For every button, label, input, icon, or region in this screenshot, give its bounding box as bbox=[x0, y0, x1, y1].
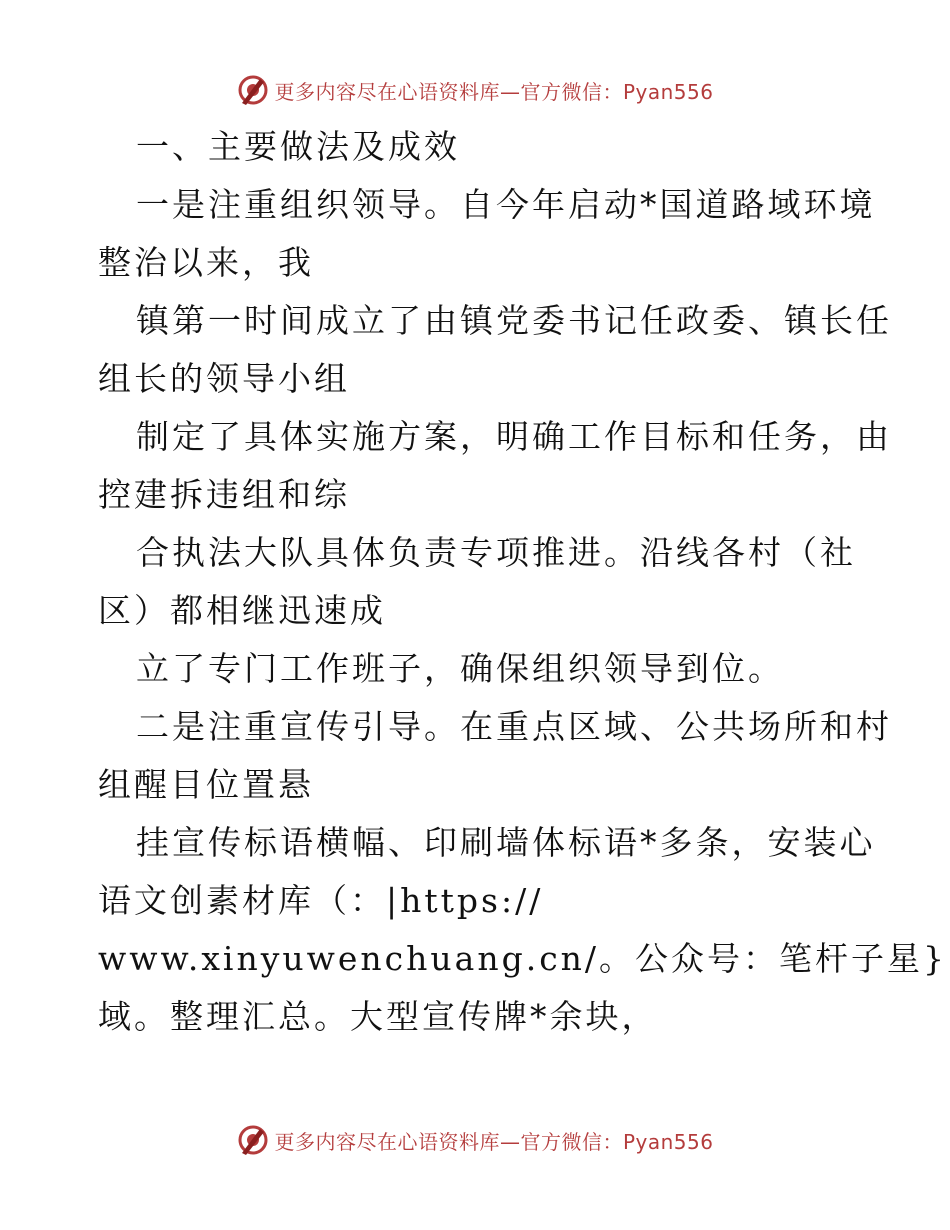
paragraph-line: 控建拆违组和综 bbox=[98, 475, 350, 514]
watermark-contact: 官方微信：Pyan556 bbox=[520, 79, 714, 104]
quill-logo-icon bbox=[236, 73, 270, 107]
paragraph-line: 区）都相继迅速成 bbox=[98, 591, 386, 630]
paragraph-line: 一是注重组织领导。自今年启动*国道路域环境 bbox=[136, 185, 876, 224]
paragraph-line: 镇第一时间成立了由镇党委书记任政委、镇长任 bbox=[136, 301, 892, 340]
paragraph-line: 合执法大队具体负责专项推进。沿线各村（社 bbox=[136, 533, 856, 572]
header-watermark bbox=[0, 70, 950, 110]
paragraph-line: 二是注重宣传引导。在重点区域、公共场所和村 bbox=[136, 707, 892, 746]
document-body bbox=[98, 118, 948, 1046]
paragraph-line: www.xinyuwenchuang.cn/。公众号：笔杆子星} bbox=[98, 939, 948, 978]
watermark-text bbox=[274, 76, 713, 105]
paragraph-line: 挂宣传标语横幅、印刷墙体标语*多条，安装心 bbox=[136, 823, 876, 862]
paragraph-line: 组长的领导小组 bbox=[98, 359, 350, 398]
watermark-contact: 官方微信：Pyan556 bbox=[520, 1129, 714, 1154]
paragraph-line: 域。整理汇总。大型宣传牌*余块， bbox=[98, 997, 658, 1036]
footer-watermark bbox=[0, 1120, 950, 1160]
watermark-text bbox=[274, 1126, 713, 1155]
paragraph-line: 制定了具体实施方案，明确工作目标和任务，由 bbox=[136, 417, 892, 456]
watermark-separator: — bbox=[499, 79, 521, 104]
section-heading: 一、主要做法及成效 bbox=[136, 127, 460, 166]
paragraph-line: 组醒目位置悬 bbox=[98, 765, 314, 804]
quill-logo-icon bbox=[236, 1123, 270, 1157]
watermark-brand: 更多内容尽在心语资料库 bbox=[274, 79, 500, 104]
watermark-separator: — bbox=[499, 1129, 521, 1154]
paragraph-line: 语文创素材库（：|https:// bbox=[98, 881, 544, 920]
paragraph-line: 立了专门工作班子，确保组织领导到位。 bbox=[136, 649, 784, 688]
paragraph-line: 整治以来，我 bbox=[98, 243, 314, 282]
watermark-brand: 更多内容尽在心语资料库 bbox=[274, 1129, 500, 1154]
